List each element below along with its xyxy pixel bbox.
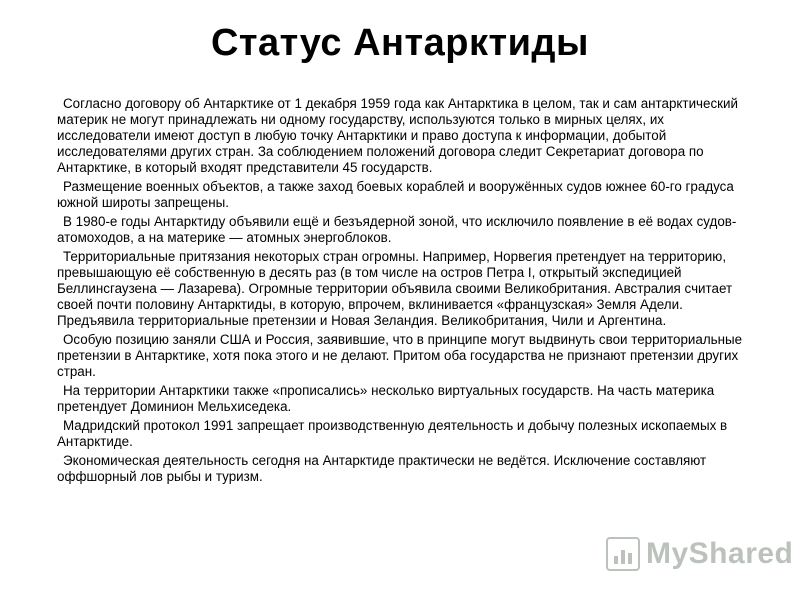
paragraph: Территориальные притязания некоторых стран огромны. Например, Норвегия претендует на территорию, превышающую её собственную в десять раз (в том числе на остров Петра I, открытый экспедицией Беллинсгаузена — Лазарева). Огромные территории объявила своими Великобритания. Австралия считает своей почти половину Антарктиды, в которую, впрочем, вклинивается «французская» Земля Адели. Предъявила территориальные претензии и Новая Зеландия. Великобритания, Чили и Аргентина. <box>57 249 733 328</box>
presentation-chart-icon <box>606 537 640 571</box>
slide-body <box>57 96 747 488</box>
paragraph: На территории Антарктики также «прописались» несколько виртуальных государств. На часть материка претендует Доминион Мельхиседека. <box>57 383 715 414</box>
paragraph: Размещение военных объектов, а также заход боевых кораблей и вооружённых судов южнее 60-го градуса южной широты запрещены. <box>57 179 734 210</box>
paragraph: Экономическая деятельность сегодня на Антарктиде практически не ведётся. Исключение составляют оффшорный лов рыбы и туризм. <box>57 453 707 484</box>
paragraph: Особую позицию заняли США и Россия, заявившие, что в принципе могут выдвинуть свои территориальные претензии в Антарктике, хотя пока этого и не делают. Притом оба государства не признают претензии других стран. <box>57 332 743 379</box>
paragraph: Согласно договору об Антарктике от 1 декабря 1959 года как Антарктика в целом, так и сам антарктический материк не могут принадлежать ни одному государству, используются только в мирных целях, их исследователи имеют доступ в любую точку Антарктики и право доступа к информации, добытой исследователями других стран. За соблюдением положений договора следит Секретариат договора по Антарктике, в который входят представители 45 государств. <box>57 96 738 175</box>
watermark-logo <box>606 534 793 574</box>
paragraph: В 1980-е годы Антарктиду объявили ещё и безъядерной зоной, что исключило появление в её водах судов-атомоходов, а на материке — атомных энергоблоков. <box>57 214 737 245</box>
watermark-text: MyShared <box>646 537 794 570</box>
slide-title: Статус Антарктиды <box>210 22 590 64</box>
paragraph: Мадридский протокол 1991 запрещает производственную деятельность и добычу полезных ископаемых в Антарктиде. <box>57 418 728 449</box>
